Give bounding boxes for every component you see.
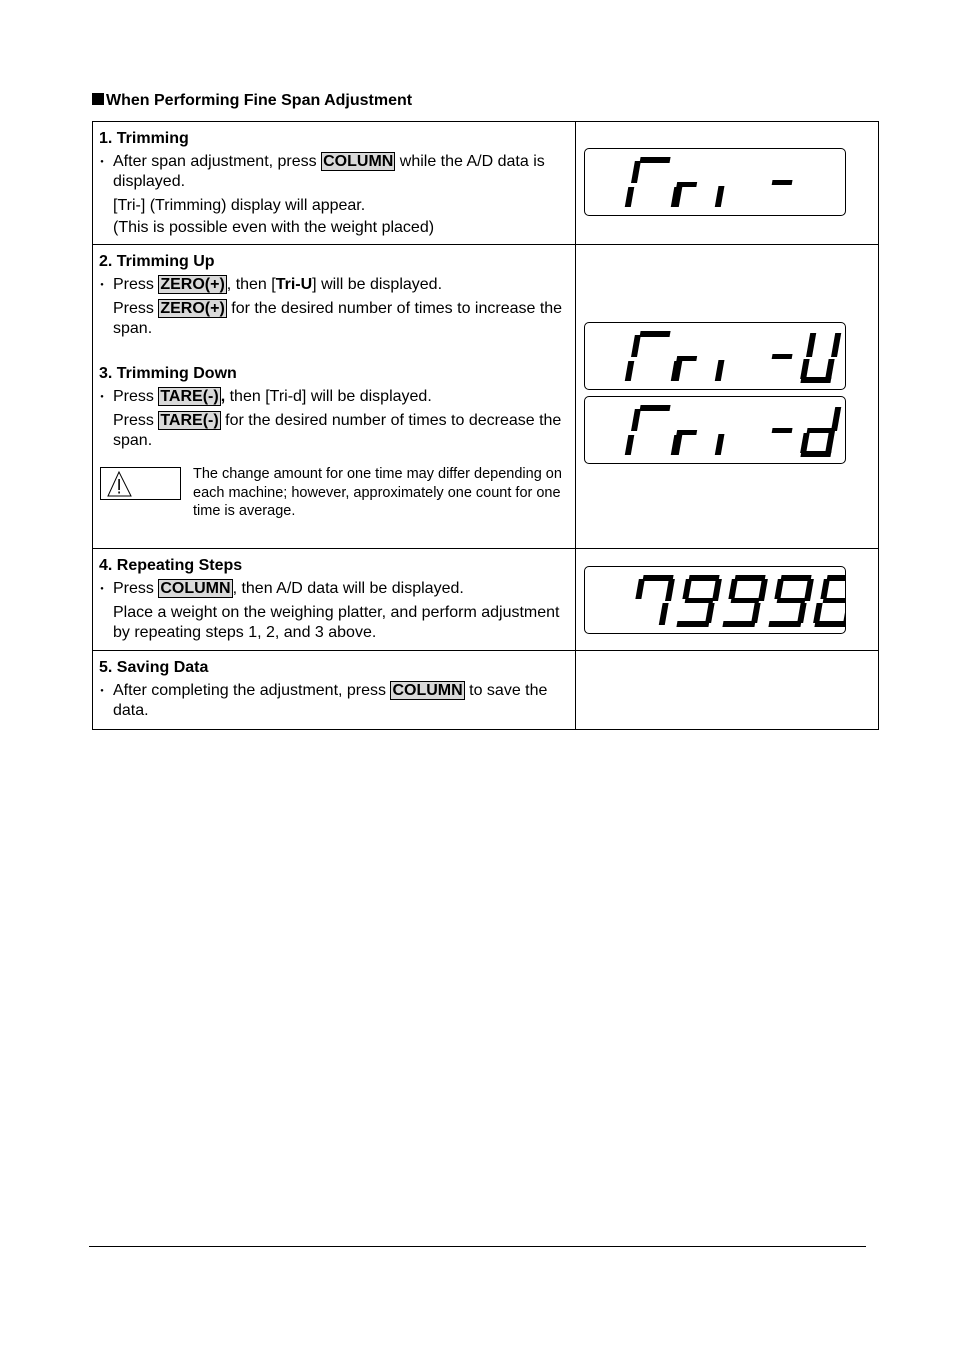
step-1-line-1: ・ After span adjustment, press COLUMN while the A/D data is displayed. xyxy=(99,152,569,192)
svg-text:Tri -U: Tri -U xyxy=(585,323,588,324)
step-title: 5. Saving Data xyxy=(99,659,209,676)
step-4-line-1: ・ Press COLUMN , then A/D data will be displayed. xyxy=(99,579,569,599)
lcd-display-trimming-down xyxy=(584,396,846,464)
step-1-display-cell xyxy=(576,122,879,245)
step-title: 2. Trimming Up xyxy=(99,253,215,270)
footer-rule xyxy=(89,1246,866,1247)
step-title: 3. Trimming Down xyxy=(99,365,237,382)
step-2-line-1: ・ Press ZERO(+) , then [Tri-U] will be displayed. xyxy=(99,275,569,295)
step-2-3-text xyxy=(93,245,576,549)
tare-key: TARE(-) xyxy=(160,388,219,405)
step-row-5 xyxy=(93,651,879,730)
step-5-text xyxy=(93,651,576,730)
step-title: 1. Trimming xyxy=(99,130,189,147)
svg-text:Tri -d: Tri -d xyxy=(585,397,588,398)
step-row-4 xyxy=(93,549,879,651)
step-1-line-3: (This is possible even with the weight placed) xyxy=(113,219,435,236)
caution-text: The change amount for one time may differ depending on each machine; however, approximately one count for one time is average. xyxy=(193,466,562,519)
step-5-display-cell xyxy=(576,651,879,730)
step-4-line-2: Place a weight on the weighing platter, and perform adjustment by repeating steps 1, 2, and 3 above. xyxy=(113,604,560,641)
step-3-line-1: ・ Press TARE(-) , then [Tri-d] will be displayed. xyxy=(99,387,569,407)
column-key: COLUMN xyxy=(392,682,463,699)
step-4-text xyxy=(93,549,576,651)
square-bullet-icon xyxy=(92,93,104,105)
tare-key: TARE(-) xyxy=(160,412,219,429)
procedure-table xyxy=(92,121,879,730)
step-row-2-3 xyxy=(93,245,879,549)
column-key: COLUMN xyxy=(323,153,394,170)
caution-note xyxy=(99,465,569,529)
step-1-line-2: [Tri-] (Trimming) display will appear. xyxy=(113,197,366,214)
zero-key: ZERO(+) xyxy=(160,276,225,293)
caution-box xyxy=(100,467,181,500)
lcd-readout-tri-d xyxy=(585,397,845,463)
column-key: COLUMN xyxy=(160,580,231,597)
lcd-readout-ad xyxy=(585,567,845,633)
step-title: 4. Repeating Steps xyxy=(99,557,243,574)
step-1-text xyxy=(93,122,576,245)
lcd-readout-tri xyxy=(585,149,845,215)
zero-key: ZERO(+) xyxy=(160,300,225,317)
step-4-display-cell xyxy=(576,549,879,651)
svg-text:79998: 79998 xyxy=(585,567,588,568)
step-3-line-2: Press TARE(-) for the desired number of times to decrease the span. xyxy=(113,412,562,449)
lcd-readout-tri-u xyxy=(585,323,845,389)
step-2-3-display-cell xyxy=(576,245,879,549)
step-row-1 xyxy=(93,122,879,245)
step-5-line-1: ・ After completing the adjustment, press COLUMN to save the data. xyxy=(99,681,569,721)
svg-text:Tri -: Tri - xyxy=(585,149,587,150)
lcd-display-trimming-up xyxy=(584,322,846,390)
lcd-display-ad-data xyxy=(584,566,846,634)
warning-triangle-icon xyxy=(101,468,180,499)
step-2-line-2: Press ZERO(+) for the desired number of times to increase the span. xyxy=(113,300,563,337)
lcd-display-trimming xyxy=(584,148,846,216)
section-title: When Performing Fine Span Adjustment xyxy=(92,92,412,110)
